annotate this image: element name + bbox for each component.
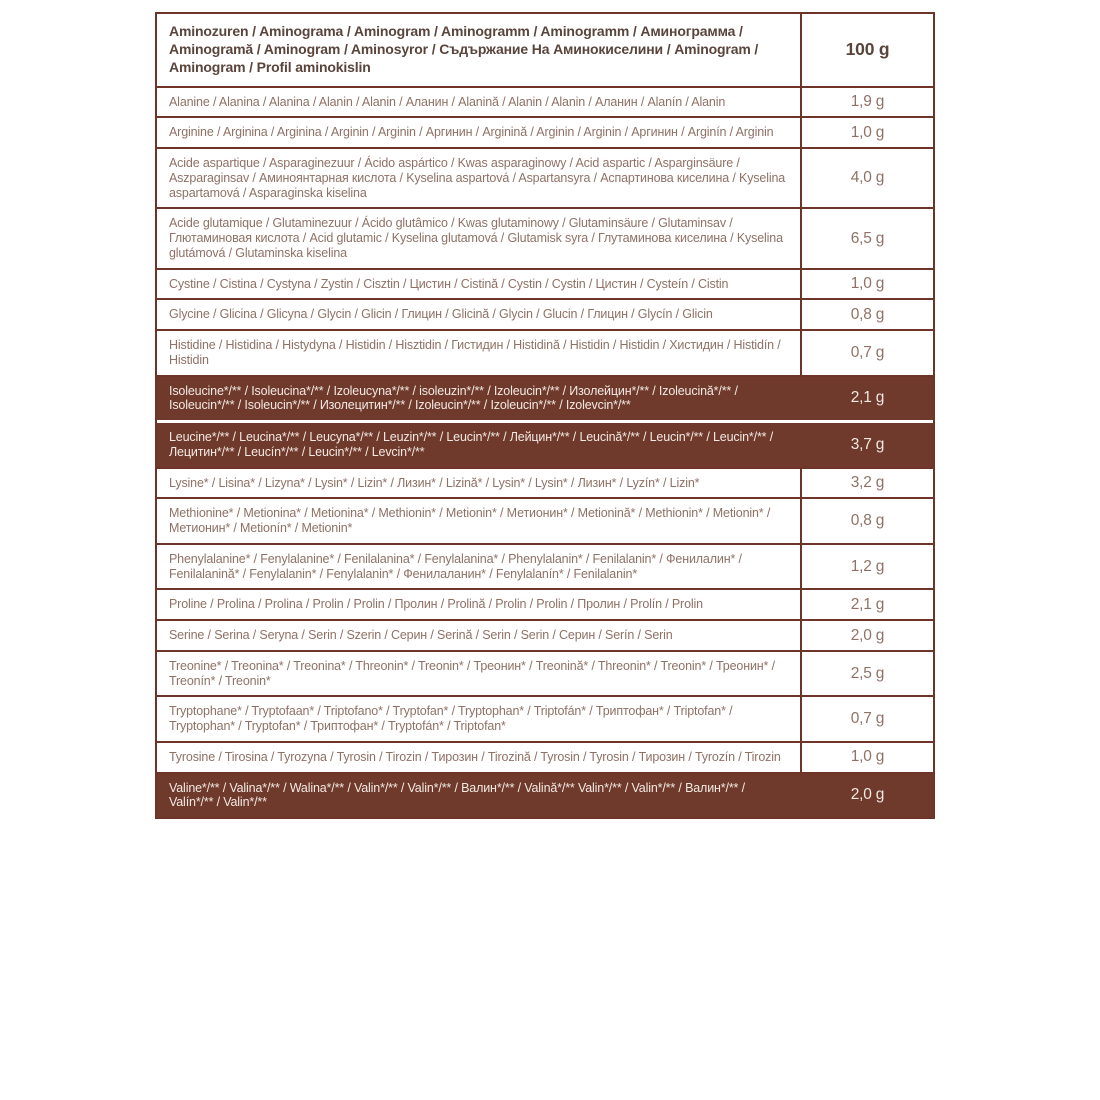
amino-value-cell: 0,7 g <box>850 710 885 728</box>
table-row-phenylalanine <box>157 543 933 589</box>
table-row-alanine <box>157 86 933 117</box>
table-header-row <box>157 14 933 86</box>
amino-name-cell: Lysine* / Lisina* / Lizyna* / Lysin* / Lizin* / Лизин* / Lizină* / Lysin* / Lysin* / Лизин* / Lyzín* / Lizin* <box>157 469 802 498</box>
amino-value-cell: 2,5 g <box>850 664 885 682</box>
table-row-isoleucine-highlighted <box>157 375 933 421</box>
amino-value-cell: 2,1 g <box>850 389 885 407</box>
aminogram-table <box>155 12 935 819</box>
amino-name-cell: Arginine / Arginina / Arginina / Arginin / Arginin / Аргинин / Arginină / Arginin / Arginin / Аргинин / Arginín / Arginin <box>157 118 802 147</box>
header-amount-label: 100 g <box>845 39 890 60</box>
table-row-glycine <box>157 298 933 329</box>
amino-name-cell: Valine*/** / Valina*/** / Walina*/** / Valin*/** / Valin*/** / Валин*/** / Valină*/** Valin*/** / Valin*/** / Валин*/** / Valín*/** / Valin*/** <box>169 780 745 810</box>
amino-name-cell: Acide aspartique / Asparaginezuur / Ácido aspártico / Kwas asparaginowy / Acid aspartic / Asparginsäure / Aszparaginsav / Аминоянтарная кислота / Kyselina aspartová / Aspartansyra / Аспартинова киселина / Kyselina aspartamová / Asparaginska kiselina <box>157 149 802 207</box>
table-row-valine-highlighted <box>157 772 933 818</box>
header-languages-label: Aminozuren / Aminograma / Aminogram / Aminogramm / Aminogramm / Аминограмма / Aminogramă / Aminogram / Aminosyror / Съдържание На Аминокиселини / Aminogram / Aminogram / Profil aminokislin <box>157 14 802 86</box>
amino-name-cell: Proline / Prolina / Prolina / Prolin / Prolin / Пролин / Prolină / Prolin / Prolin / Пролин / Prolín / Prolin <box>157 590 802 619</box>
table-row-histidine <box>157 329 933 375</box>
amino-value-cell: 0,7 g <box>850 343 885 361</box>
table-row-arginine <box>157 116 933 147</box>
amino-name-cell: Serine / Serina / Seryna / Serin / Szerin / Серин / Serină / Serin / Serin / Серин / Serín / Serin <box>157 621 802 650</box>
amino-name-cell: Phenylalanine* / Fenylalanine* / Fenilalanina* / Fenylalanina* / Phenylalanin* / Fenilalanin* / Фенилалин* / Fenilalanină* / Fenylalanin* / Fenylalanin* / Фенилаланин* / Fenylalanín* / Fenilalanin* <box>157 545 802 589</box>
amino-name-cell: Glycine / Glicina / Glicyna / Glycin / Glicin / Глицин / Glicină / Glycin / Glucin / Глицин / Glycín / Glicin <box>157 300 802 329</box>
table-row-lysine <box>157 467 933 498</box>
amino-value-cell: 0,8 g <box>850 512 885 530</box>
amino-value-cell: 4,0 g <box>850 169 885 187</box>
amino-value-cell: 3,2 g <box>850 474 885 492</box>
table-row-serine <box>157 619 933 650</box>
amino-name-cell: Treonine* / Treonina* / Treonina* / Threonin* / Treonin* / Треонин* / Treonină* / Threonin* / Treonin* / Треонин* / Treonín* / Treonin* <box>157 652 802 696</box>
amino-name-cell: Methionine* / Metionina* / Metionina* / Methionin* / Metionin* / Метионин* / Metionină* / Methionin* / Metionin* / Метионин* / Metionín* / Metionin* <box>157 499 802 543</box>
amino-value-cell: 1,9 g <box>850 93 885 111</box>
amino-value-cell: 2,0 g <box>850 626 885 644</box>
amino-value-cell: 1,2 g <box>850 557 885 575</box>
amino-name-cell: Acide glutamique / Glutaminezuur / Ácido glutâmico / Kwas glutaminowy / Glutaminsäure / Glutaminsav / Глютаминовая кислота / Acid glutamic / Kyselina glutamová / Glutamisk syra / Глутаминова киселина / Kyselina glutámová / Glutaminska kiselina <box>157 209 802 267</box>
table-row-methionine <box>157 497 933 543</box>
table-row-glutamic-acid <box>157 207 933 267</box>
table-row-cystine <box>157 268 933 299</box>
table-row-proline <box>157 588 933 619</box>
table-row-tryptophan <box>157 695 933 741</box>
amino-value-cell: 2,0 g <box>850 786 885 804</box>
amino-name-cell: Leucine*/** / Leucina*/** / Leucyna*/** / Leuzin*/** / Leucin*/** / Лейцин*/** / Leucină*/** / Leucin*/** / Leucin*/** / Лецитин*/** / Leucín*/** / Leucin*/** / Levcin*/** <box>169 430 774 459</box>
table-row-threonine <box>157 650 933 696</box>
amino-value-cell: 3,7 g <box>850 435 885 453</box>
amino-name-cell: Tyrosine / Tirosina / Tyrozyna / Tyrosin / Tirozin / Тирозин / Tirozină / Tyrosin / Tyrosin / Тирозин / Tyrozín / Tirozin <box>157 743 802 772</box>
table-row-aspartic-acid <box>157 147 933 207</box>
amino-value-cell: 2,1 g <box>850 595 885 613</box>
amino-name-cell: Isoleucine*/** / Isoleucina*/** / Izoleucyna*/** / isoleuzin*/** / Izoleucin*/** / Изолейцин*/** / Izoleucină*/** / Isoleucin*/** / Isoleucin*/** / Изолецитин*/** / Izoleucin*/** / Izoleucin*/** / Izolevcin*/** <box>169 383 738 413</box>
amino-value-cell: 1,0 g <box>850 275 885 293</box>
amino-value-cell: 1,0 g <box>850 748 885 766</box>
amino-value-cell: 0,8 g <box>850 305 885 323</box>
amino-name-cell: Cystine / Cistina / Cystyna / Zystin / Cisztin / Цистин / Cistină / Cystin / Cystin / Цистин / Cysteín / Cistin <box>157 270 802 299</box>
amino-value-cell: 1,0 g <box>850 123 885 141</box>
table-row-tyrosine <box>157 741 933 772</box>
amino-name-cell: Alanine / Alanina / Alanina / Alanin / Alanin / Аланин / Alanină / Alanin / Alanin / Аланин / Alanín / Alanin <box>157 88 802 117</box>
amino-value-cell: 6,5 g <box>850 229 885 247</box>
amino-name-cell: Histidine / Histidina / Histydyna / Histidin / Hisztidin / Гистидин / Histidină / Histidin / Histidin / Хистидин / Histidín / Histidin <box>157 331 802 375</box>
amino-name-cell: Tryptophane* / Tryptofaan* / Triptofano* / Tryptofan* / Tryptophan* / Triptofán* / Триптофан* / Triptofan* / Tryptophan* / Tryptofan* / Триптофан* / Tryptofán* / Triptofan* <box>157 697 802 741</box>
table-row-leucine-highlighted <box>157 420 933 467</box>
